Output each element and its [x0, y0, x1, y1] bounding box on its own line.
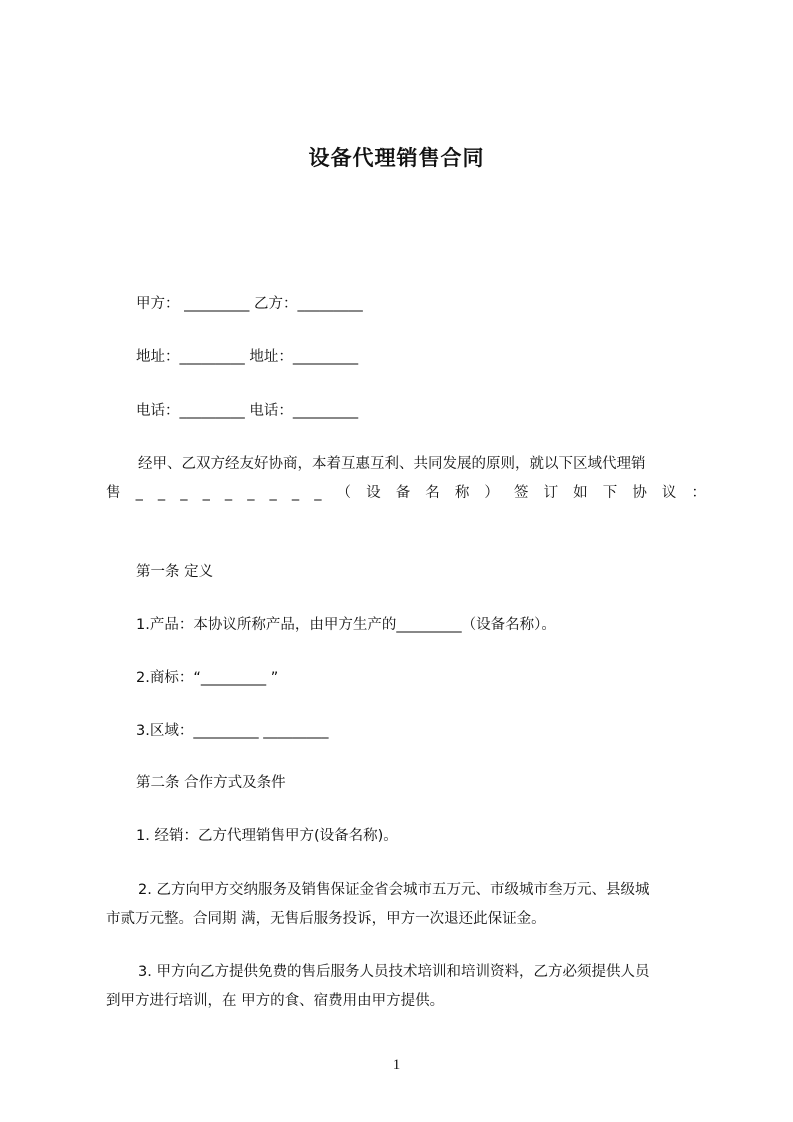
preamble-char: _: [180, 485, 188, 501]
article-2-item-2-line-2: 市贰万元整。合同期 满，无售后服务投诉，甲方一次退还此保证金。: [106, 911, 546, 927]
preamble-char: （: [336, 485, 352, 501]
preamble-line-1: 经甲、乙双方经友好协商，本着互惠互利、共同发展的原则，就以下区域代理销: [138, 456, 646, 472]
preamble-char: 如: [573, 485, 588, 501]
preamble-char: 订: [543, 485, 559, 501]
article-1-item-2: 2.商标：“_________ ”: [136, 670, 279, 686]
document-title: 设备代理销售合同: [308, 146, 485, 170]
article-2-item-3-line-2: 到甲方进行培训，在 甲方的食、宿费用由甲方提供。: [106, 993, 445, 1009]
article-2-heading: 第二条 合作方式及条件: [136, 775, 286, 791]
preamble-line-2: [106, 479, 706, 508]
preamble-char: ）: [484, 485, 499, 501]
article-1-heading: 第一条 定义: [136, 564, 214, 580]
preamble-char: 售: [106, 485, 121, 501]
preamble-char: 名: [425, 485, 440, 501]
preamble-char: ：: [691, 485, 706, 501]
address-line: 地址：_________ 地址：_________: [136, 349, 359, 365]
article-2-item-1: 1. 经销：乙方代理销售甲方(设备名称)。: [136, 828, 398, 844]
preamble-char: 设: [366, 485, 381, 501]
preamble-char: 下: [602, 485, 618, 501]
preamble-char: _: [314, 485, 322, 501]
preamble-char: _: [202, 485, 210, 501]
article-2-item-3: [106, 958, 706, 1016]
preamble-char: _: [247, 485, 255, 501]
preamble-paragraph: [106, 450, 706, 508]
preamble-char: _: [135, 485, 143, 501]
article-1-item-1: 1.产品：本协议所称产品，由甲方生产的_________（设备名称）。: [136, 617, 556, 633]
article-2-item-3-line-1: 3. 甲方向乙方提供免费的售后服务人员技术培训和培训资料，乙方必须提供人员: [138, 964, 650, 980]
preamble-char: 签: [514, 485, 529, 501]
page-number: 1: [392, 1057, 401, 1073]
article-1-item-3: 3.区域：_________ _________: [136, 723, 329, 739]
preamble-char: _: [224, 485, 233, 501]
preamble-char: 称: [454, 485, 470, 501]
party-line: 甲方： _________ 乙方：_________: [136, 296, 363, 312]
preamble-char: 协: [632, 485, 647, 501]
article-2-item-2: [106, 876, 706, 934]
preamble-char: _: [291, 485, 300, 501]
preamble-char: 备: [395, 485, 411, 501]
preamble-char: _: [157, 485, 166, 501]
preamble-char: 议: [661, 485, 677, 501]
article-2-item-2-line-1: 2. 乙方向甲方交纳服务及销售保证金省会城市五万元、市级城市叁万元、县级城: [138, 882, 650, 898]
preamble-char: _: [269, 485, 277, 501]
phone-line: 电话：_________ 电话：_________: [136, 403, 359, 419]
